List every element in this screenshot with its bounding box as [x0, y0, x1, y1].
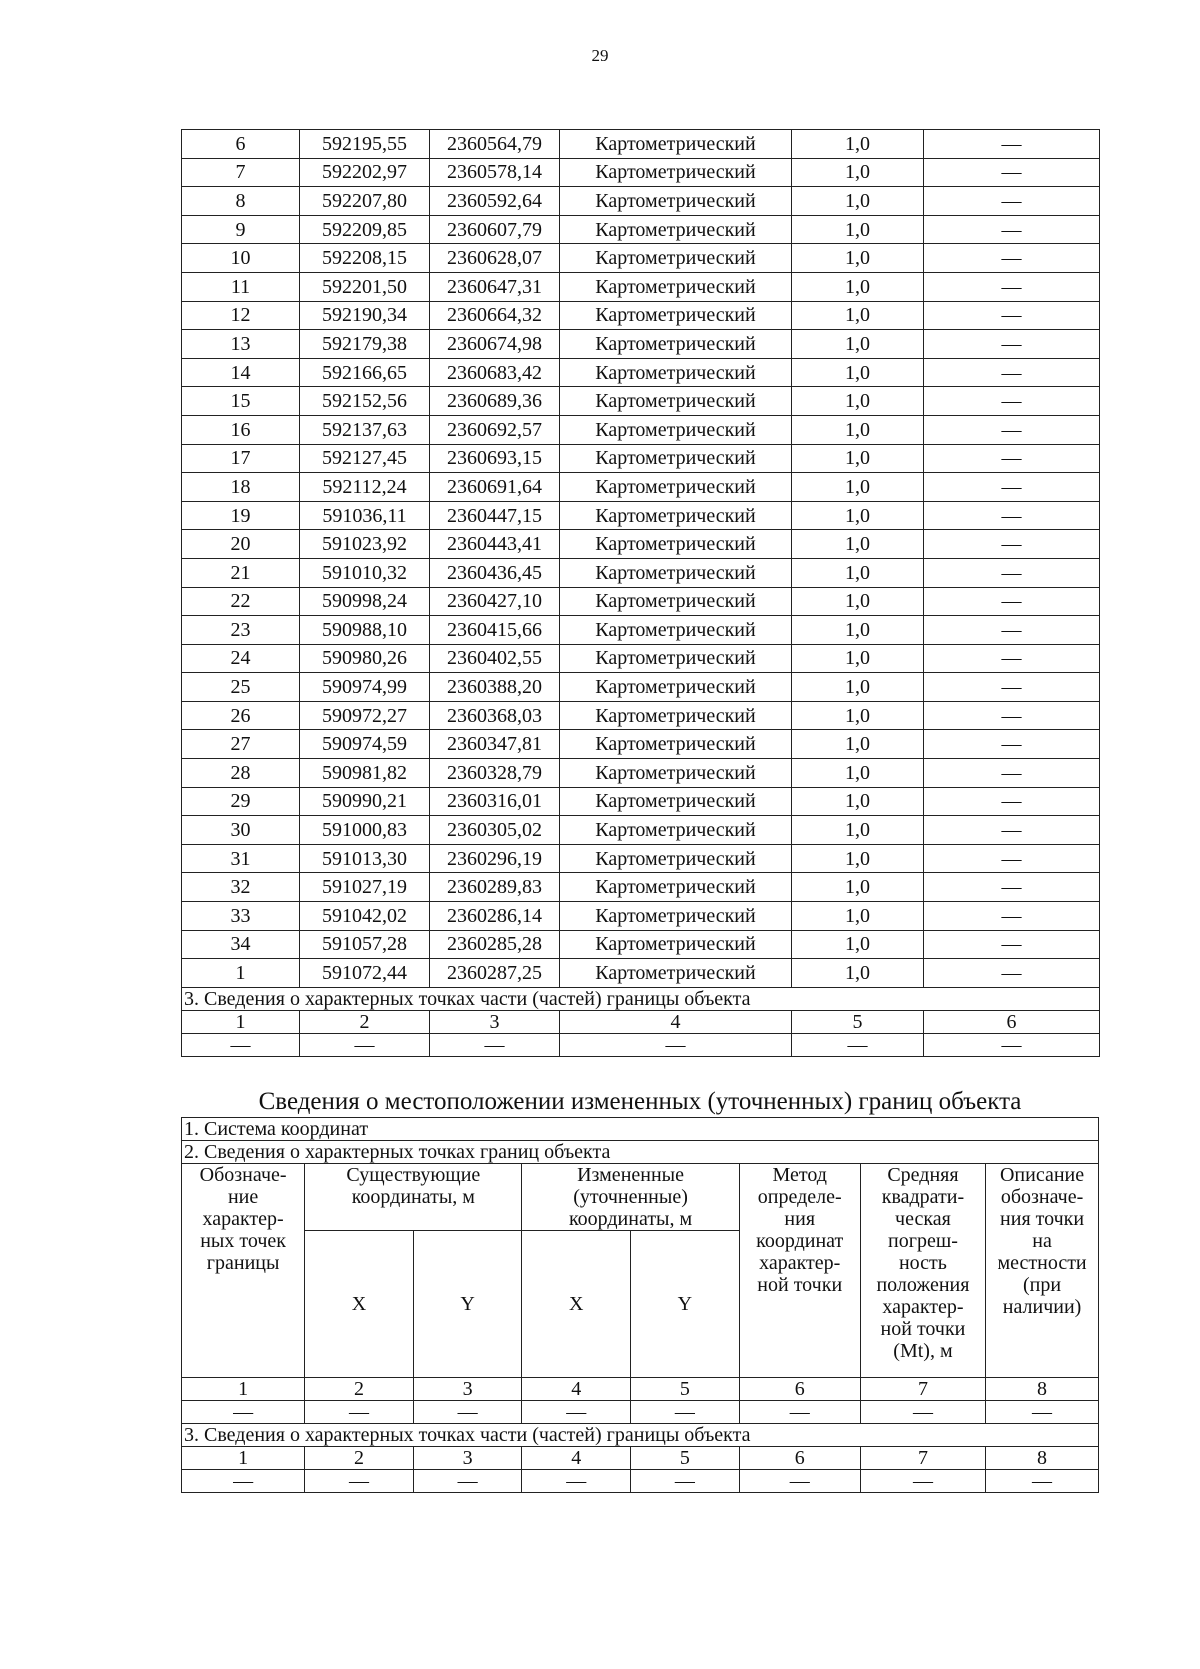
- header-existing-y: Y: [413, 1231, 522, 1378]
- method-cell: Картометрический: [560, 616, 792, 645]
- x-coordinate-cell: 590988,10: [300, 616, 430, 645]
- accuracy-cell: 1,0: [792, 301, 924, 330]
- section2-row: [182, 1141, 1099, 1164]
- table-row: [182, 873, 1100, 902]
- y-coordinate-cell: 2360415,66: [430, 616, 560, 645]
- empty-cell: —: [522, 1401, 631, 1424]
- y-coordinate-cell: 2360592,64: [430, 187, 560, 216]
- y-coordinate-cell: 2360287,25: [430, 959, 560, 988]
- point-id-cell: 13: [182, 330, 300, 359]
- description-cell: —: [924, 244, 1100, 273]
- y-coordinate-cell: 2360328,79: [430, 759, 560, 788]
- method-cell: Картометрический: [560, 187, 792, 216]
- table-row: [182, 930, 1100, 959]
- method-cell: Картометрический: [560, 158, 792, 187]
- y-coordinate-cell: 2360691,64: [430, 473, 560, 502]
- x-coordinate-cell: 591072,44: [300, 959, 430, 988]
- empty-cell: —: [739, 1470, 860, 1493]
- section2-title: 2. Сведения о характерных точках границ объекта: [182, 1141, 1099, 1164]
- column-number: 8: [986, 1447, 1099, 1470]
- y-coordinate-cell: 2360285,28: [430, 930, 560, 959]
- table-row: [182, 959, 1100, 988]
- empty-cell: —: [860, 1401, 985, 1424]
- boundary-points-table: [181, 129, 1100, 1057]
- table-row: [182, 130, 1100, 159]
- description-cell: —: [924, 616, 1100, 645]
- x-coordinate-cell: 591057,28: [300, 930, 430, 959]
- accuracy-cell: 1,0: [792, 330, 924, 359]
- description-cell: —: [924, 272, 1100, 301]
- table-row: [182, 816, 1100, 845]
- x-coordinate-cell: 590980,26: [300, 644, 430, 673]
- section3-title-row: [182, 987, 1100, 1010]
- y-coordinate-cell: 2360368,03: [430, 701, 560, 730]
- empty-cell: —: [631, 1401, 740, 1424]
- x-coordinate-cell: 590974,59: [300, 730, 430, 759]
- section3-numbers-row: [182, 1010, 1100, 1033]
- empty-cell: —: [860, 1470, 985, 1493]
- point-id-cell: 24: [182, 644, 300, 673]
- table-row: [182, 215, 1100, 244]
- x-coordinate-cell: 592137,63: [300, 415, 430, 444]
- method-cell: Картометрический: [560, 730, 792, 759]
- point-id-cell: 20: [182, 530, 300, 559]
- point-id-cell: 14: [182, 358, 300, 387]
- accuracy-cell: 1,0: [792, 930, 924, 959]
- method-cell: Картометрический: [560, 558, 792, 587]
- description-cell: —: [924, 930, 1100, 959]
- description-cell: —: [924, 387, 1100, 416]
- table-row: [182, 530, 1100, 559]
- description-cell: —: [924, 130, 1100, 159]
- empty-cell: —: [413, 1470, 522, 1493]
- section-heading: Сведения о местоположении измененных (уточненных) границ объекта: [258, 1088, 1022, 1115]
- method-cell: Картометрический: [560, 959, 792, 988]
- header-description-label: Описание обозначе- ния точки на местности (при наличии): [997, 1164, 1087, 1318]
- point-id-cell: 27: [182, 730, 300, 759]
- header-existing: [305, 1164, 522, 1231]
- description-cell: —: [924, 844, 1100, 873]
- method-cell: Картометрический: [560, 358, 792, 387]
- y-coordinate-cell: 2360286,14: [430, 902, 560, 931]
- table-row: [182, 444, 1100, 473]
- method-cell: Картометрический: [560, 387, 792, 416]
- header-existing-x: X: [305, 1231, 414, 1378]
- y-coordinate-cell: 2360347,81: [430, 730, 560, 759]
- description-cell: —: [924, 415, 1100, 444]
- description-cell: —: [924, 759, 1100, 788]
- method-cell: Картометрический: [560, 844, 792, 873]
- accuracy-cell: 1,0: [792, 187, 924, 216]
- x-coordinate-cell: 592112,24: [300, 473, 430, 502]
- y-coordinate-cell: 2360388,20: [430, 673, 560, 702]
- accuracy-cell: 1,0: [792, 902, 924, 931]
- accuracy-cell: 1,0: [792, 816, 924, 845]
- section3-empty-row: [182, 1470, 1099, 1493]
- point-id-cell: 32: [182, 873, 300, 902]
- table-row: [182, 673, 1100, 702]
- description-cell: —: [924, 558, 1100, 587]
- point-id-cell: 25: [182, 673, 300, 702]
- section1-row: [182, 1118, 1099, 1141]
- point-id-cell: 33: [182, 902, 300, 931]
- point-id-cell: 8: [182, 187, 300, 216]
- accuracy-cell: 1,0: [792, 444, 924, 473]
- method-cell: Картометрический: [560, 272, 792, 301]
- description-cell: —: [924, 587, 1100, 616]
- table-row: [182, 415, 1100, 444]
- header-row-top: [182, 1164, 1099, 1231]
- accuracy-cell: 1,0: [792, 130, 924, 159]
- description-cell: —: [924, 330, 1100, 359]
- changed-boundaries-table: [181, 1117, 1099, 1493]
- method-cell: Картометрический: [560, 415, 792, 444]
- accuracy-cell: 1,0: [792, 587, 924, 616]
- method-cell: Картометрический: [560, 902, 792, 931]
- accuracy-cell: 1,0: [792, 558, 924, 587]
- accuracy-cell: 1,0: [792, 644, 924, 673]
- point-id-cell: 30: [182, 816, 300, 845]
- description-cell: —: [924, 701, 1100, 730]
- x-coordinate-cell: 590981,82: [300, 759, 430, 788]
- header-existing-label: Существующие координаты, м: [346, 1164, 481, 1208]
- table-row: [182, 902, 1100, 931]
- empty-cell: —: [986, 1470, 1099, 1493]
- column-number: 1: [182, 1378, 305, 1401]
- description-cell: —: [924, 358, 1100, 387]
- table-row: [182, 330, 1100, 359]
- description-cell: —: [924, 959, 1100, 988]
- description-cell: —: [924, 644, 1100, 673]
- point-id-cell: 6: [182, 130, 300, 159]
- accuracy-cell: 1,0: [792, 787, 924, 816]
- table-row: [182, 473, 1100, 502]
- y-coordinate-cell: 2360578,14: [430, 158, 560, 187]
- x-coordinate-cell: 591013,30: [300, 844, 430, 873]
- y-coordinate-cell: 2360674,98: [430, 330, 560, 359]
- empty-cell: —: [413, 1401, 522, 1424]
- column-number: 4: [522, 1447, 631, 1470]
- section3-empty-row: [182, 1033, 1100, 1056]
- x-coordinate-cell: 592152,56: [300, 387, 430, 416]
- y-coordinate-cell: 2360443,41: [430, 530, 560, 559]
- description-cell: —: [924, 816, 1100, 845]
- x-coordinate-cell: 590998,24: [300, 587, 430, 616]
- point-id-cell: 15: [182, 387, 300, 416]
- accuracy-cell: 1,0: [792, 358, 924, 387]
- x-coordinate-cell: 590972,27: [300, 701, 430, 730]
- method-cell: Картометрический: [560, 501, 792, 530]
- empty-cell: —: [182, 1401, 305, 1424]
- point-id-cell: 11: [182, 272, 300, 301]
- method-cell: Картометрический: [560, 530, 792, 559]
- x-coordinate-cell: 592190,34: [300, 301, 430, 330]
- accuracy-cell: 1,0: [792, 158, 924, 187]
- column-number: 6: [739, 1447, 860, 1470]
- accuracy-cell: 1,0: [792, 759, 924, 788]
- header-changed-x: X: [522, 1231, 631, 1378]
- y-coordinate-cell: 2360647,31: [430, 272, 560, 301]
- section3-title: 3. Сведения о характерных точках части (частей) границы объекта: [182, 987, 1100, 1010]
- column-number: 4: [560, 1010, 792, 1033]
- y-coordinate-cell: 2360427,10: [430, 587, 560, 616]
- method-cell: Картометрический: [560, 873, 792, 902]
- y-coordinate-cell: 2360693,15: [430, 444, 560, 473]
- point-id-cell: 22: [182, 587, 300, 616]
- empty-cell: —: [792, 1033, 924, 1056]
- method-cell: Картометрический: [560, 244, 792, 273]
- y-coordinate-cell: 2360305,02: [430, 816, 560, 845]
- point-id-cell: 26: [182, 701, 300, 730]
- description-cell: —: [924, 215, 1100, 244]
- table-row: [182, 616, 1100, 645]
- x-coordinate-cell: 592201,50: [300, 272, 430, 301]
- method-cell: Картометрический: [560, 644, 792, 673]
- y-coordinate-cell: 2360628,07: [430, 244, 560, 273]
- accuracy-cell: 1,0: [792, 501, 924, 530]
- section3-numbers-row: [182, 1447, 1099, 1470]
- y-coordinate-cell: 2360564,79: [430, 130, 560, 159]
- column-number: 2: [305, 1447, 414, 1470]
- header-method: [739, 1164, 860, 1378]
- accuracy-cell: 1,0: [792, 415, 924, 444]
- table-row: [182, 587, 1100, 616]
- point-id-cell: 9: [182, 215, 300, 244]
- x-coordinate-cell: 591042,02: [300, 902, 430, 931]
- point-id-cell: 31: [182, 844, 300, 873]
- x-coordinate-cell: 591036,11: [300, 501, 430, 530]
- method-cell: Картометрический: [560, 587, 792, 616]
- header-changed: [522, 1164, 739, 1231]
- method-cell: Картометрический: [560, 301, 792, 330]
- point-id-cell: 18: [182, 473, 300, 502]
- x-coordinate-cell: 591010,32: [300, 558, 430, 587]
- table-row: [182, 387, 1100, 416]
- empty-cell: —: [182, 1470, 305, 1493]
- column-number: 7: [860, 1378, 985, 1401]
- description-cell: —: [924, 873, 1100, 902]
- table-row: [182, 730, 1100, 759]
- column-number: 3: [430, 1010, 560, 1033]
- point-id-cell: 12: [182, 301, 300, 330]
- section3-row: [182, 1424, 1099, 1447]
- y-coordinate-cell: 2360402,55: [430, 644, 560, 673]
- table-row: [182, 644, 1100, 673]
- coordinate-system-title: 1. Система координат: [182, 1118, 1099, 1141]
- header-point-label: Обозначе- ние характер- ных точек границы: [199, 1164, 287, 1274]
- method-cell: Картометрический: [560, 215, 792, 244]
- accuracy-cell: 1,0: [792, 530, 924, 559]
- column-number: 6: [924, 1010, 1100, 1033]
- accuracy-cell: 1,0: [792, 272, 924, 301]
- method-cell: Картометрический: [560, 701, 792, 730]
- point-id-cell: 28: [182, 759, 300, 788]
- column-number: 5: [631, 1378, 740, 1401]
- x-coordinate-cell: 590990,21: [300, 787, 430, 816]
- description-cell: —: [924, 530, 1100, 559]
- column-number: 3: [413, 1447, 522, 1470]
- column-number: 2: [305, 1378, 414, 1401]
- table-row: [182, 244, 1100, 273]
- table-row: [182, 158, 1100, 187]
- y-coordinate-cell: 2360689,36: [430, 387, 560, 416]
- x-coordinate-cell: 592127,45: [300, 444, 430, 473]
- point-id-cell: 21: [182, 558, 300, 587]
- method-cell: Картометрический: [560, 444, 792, 473]
- method-cell: Картометрический: [560, 130, 792, 159]
- header-error: [860, 1164, 985, 1378]
- y-coordinate-cell: 2360289,83: [430, 873, 560, 902]
- x-coordinate-cell: 590974,99: [300, 673, 430, 702]
- point-id-cell: 16: [182, 415, 300, 444]
- method-cell: Картометрический: [560, 816, 792, 845]
- table-row: [182, 701, 1100, 730]
- table-row: [182, 501, 1100, 530]
- y-coordinate-cell: 2360436,45: [430, 558, 560, 587]
- method-cell: Картометрический: [560, 673, 792, 702]
- description-cell: —: [924, 301, 1100, 330]
- table-row: [182, 187, 1100, 216]
- header-description: [986, 1164, 1099, 1378]
- point-id-cell: 23: [182, 616, 300, 645]
- column-number: 5: [631, 1447, 740, 1470]
- column-number: 3: [413, 1378, 522, 1401]
- accuracy-cell: 1,0: [792, 244, 924, 273]
- header-changed-label: Измененные (уточненные) координаты, м: [568, 1164, 693, 1230]
- x-coordinate-cell: 592209,85: [300, 215, 430, 244]
- empty-cell: —: [924, 1033, 1100, 1056]
- empty-cell: —: [305, 1470, 414, 1493]
- method-cell: Картометрический: [560, 759, 792, 788]
- y-coordinate-cell: 2360692,57: [430, 415, 560, 444]
- point-id-cell: 17: [182, 444, 300, 473]
- table-row: [182, 558, 1100, 587]
- x-coordinate-cell: 592166,65: [300, 358, 430, 387]
- header-error-label: Средняя квадрати- ческая погреш- ность положения характер- ной точки (Mt), м: [876, 1164, 970, 1362]
- y-coordinate-cell: 2360664,32: [430, 301, 560, 330]
- accuracy-cell: 1,0: [792, 959, 924, 988]
- header-point: [182, 1164, 305, 1378]
- table-row: [182, 358, 1100, 387]
- column-number: 5: [792, 1010, 924, 1033]
- header-method-label: Метод определе- ния координат характер- ной точки: [756, 1164, 844, 1296]
- point-id-cell: 1: [182, 959, 300, 988]
- empty-cell: —: [182, 1033, 300, 1056]
- accuracy-cell: 1,0: [792, 473, 924, 502]
- column-number: 2: [300, 1010, 430, 1033]
- description-cell: —: [924, 187, 1100, 216]
- y-coordinate-cell: 2360683,42: [430, 358, 560, 387]
- description-cell: —: [924, 673, 1100, 702]
- point-id-cell: 10: [182, 244, 300, 273]
- table-row: [182, 787, 1100, 816]
- table-row: [182, 844, 1100, 873]
- description-cell: —: [924, 730, 1100, 759]
- x-coordinate-cell: 592208,15: [300, 244, 430, 273]
- accuracy-cell: 1,0: [792, 730, 924, 759]
- column-number: 6: [739, 1378, 860, 1401]
- accuracy-cell: 1,0: [792, 873, 924, 902]
- x-coordinate-cell: 592202,97: [300, 158, 430, 187]
- table-row: [182, 272, 1100, 301]
- y-coordinate-cell: 2360296,19: [430, 844, 560, 873]
- x-coordinate-cell: 592207,80: [300, 187, 430, 216]
- empty-row: [182, 1401, 1099, 1424]
- point-id-cell: 34: [182, 930, 300, 959]
- accuracy-cell: 1,0: [792, 616, 924, 645]
- section3-title: 3. Сведения о характерных точках части (частей) границы объекта: [182, 1424, 1099, 1447]
- method-cell: Картометрический: [560, 930, 792, 959]
- page-number: 29: [591, 46, 609, 65]
- column-numbers-row: [182, 1378, 1099, 1401]
- column-number: 4: [522, 1378, 631, 1401]
- column-number: 1: [182, 1010, 300, 1033]
- column-number: 7: [860, 1447, 985, 1470]
- description-cell: —: [924, 501, 1100, 530]
- description-cell: —: [924, 473, 1100, 502]
- y-coordinate-cell: 2360607,79: [430, 215, 560, 244]
- header-changed-y: Y: [631, 1231, 740, 1378]
- x-coordinate-cell: 591000,83: [300, 816, 430, 845]
- empty-cell: —: [560, 1033, 792, 1056]
- accuracy-cell: 1,0: [792, 844, 924, 873]
- empty-cell: —: [305, 1401, 414, 1424]
- point-id-cell: 7: [182, 158, 300, 187]
- accuracy-cell: 1,0: [792, 215, 924, 244]
- empty-cell: —: [631, 1470, 740, 1493]
- empty-cell: —: [522, 1470, 631, 1493]
- column-number: 1: [182, 1447, 305, 1470]
- column-number: 8: [986, 1378, 1099, 1401]
- accuracy-cell: 1,0: [792, 387, 924, 416]
- y-coordinate-cell: 2360447,15: [430, 501, 560, 530]
- method-cell: Картометрический: [560, 330, 792, 359]
- x-coordinate-cell: 591027,19: [300, 873, 430, 902]
- accuracy-cell: 1,0: [792, 701, 924, 730]
- table-row: [182, 759, 1100, 788]
- description-cell: —: [924, 158, 1100, 187]
- table-row: [182, 301, 1100, 330]
- y-coordinate-cell: 2360316,01: [430, 787, 560, 816]
- point-id-cell: 19: [182, 501, 300, 530]
- empty-cell: —: [300, 1033, 430, 1056]
- point-id-cell: 29: [182, 787, 300, 816]
- boundary-points-body: [182, 130, 1100, 988]
- accuracy-cell: 1,0: [792, 673, 924, 702]
- method-cell: Картометрический: [560, 787, 792, 816]
- empty-cell: —: [430, 1033, 560, 1056]
- description-cell: —: [924, 787, 1100, 816]
- description-cell: —: [924, 902, 1100, 931]
- description-cell: —: [924, 444, 1100, 473]
- empty-cell: —: [739, 1401, 860, 1424]
- x-coordinate-cell: 591023,92: [300, 530, 430, 559]
- method-cell: Картометрический: [560, 473, 792, 502]
- x-coordinate-cell: 592179,38: [300, 330, 430, 359]
- empty-cell: —: [986, 1401, 1099, 1424]
- x-coordinate-cell: 592195,55: [300, 130, 430, 159]
